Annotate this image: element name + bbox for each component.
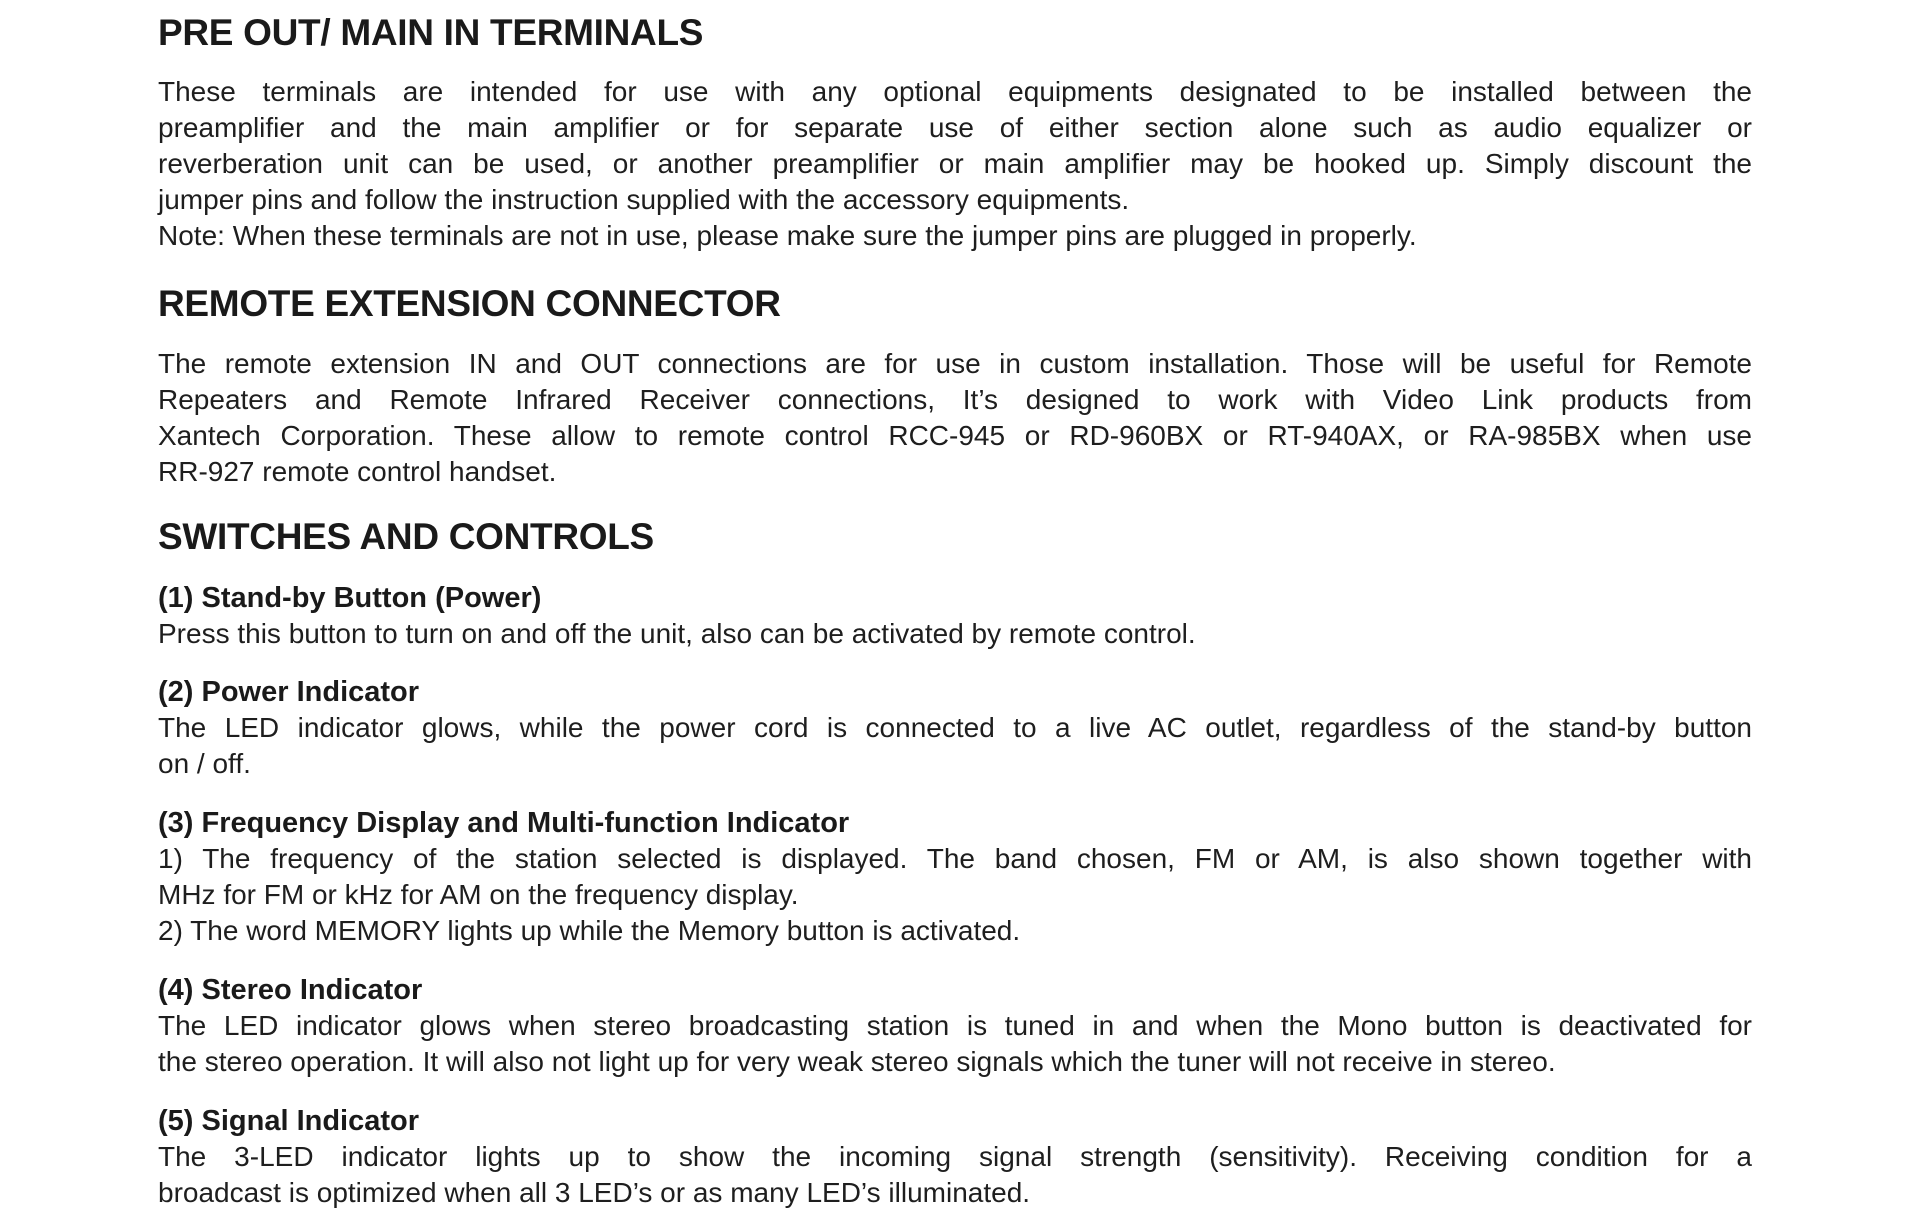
paragraph-line: Repeaters and Remote Infrared Receiver connections, It’s designed to work with Video Link products from: [158, 384, 1752, 415]
paragraph-line: These terminals are intended for use with any optional equipments designated to be installed between the: [158, 76, 1752, 107]
paragraph-line: The remote extension IN and OUT connections are for use in custom installation. Those will be useful for Remote: [158, 348, 1752, 379]
control-item-title: (1) Stand-by Button (Power): [158, 582, 542, 614]
paragraph-line: RR-927 remote control handset.: [158, 456, 557, 487]
paragraph-line: preamplifier and the main amplifier or for separate use of either section alone such as audio equalizer or: [158, 112, 1752, 143]
control-item-title: (5) Signal Indicator: [158, 1105, 420, 1137]
paragraph-line: Press this button to turn on and off the unit, also can be activated by remote control.: [158, 618, 1196, 649]
control-item-title: (3) Frequency Display and Multi-function Indicator: [158, 807, 850, 839]
paragraph-line: reverberation unit can be used, or another preamplifier or main amplifier may be hooked up. Simply discount the: [158, 148, 1752, 179]
paragraph-line: broadcast is optimized when all 3 LED’s or as many LED’s illuminated.: [158, 1177, 1031, 1208]
control-item-frequency-display: [158, 805, 1752, 949]
control-item-title: (2) Power Indicator: [158, 676, 420, 708]
paragraph-line: the stereo operation. It will also not light up for very weak stereo signals which the tuner will not receive in stereo.: [158, 1046, 1556, 1077]
control-item-power-indicator: [158, 674, 1752, 782]
paragraph-line: 2) The word MEMORY lights up while the Memory button is activated.: [158, 915, 1021, 946]
control-item-stereo-indicator: [158, 972, 1752, 1080]
remote-extension-paragraph: [158, 346, 1752, 490]
paragraph-line: on / off.: [158, 748, 251, 779]
paragraph-line: jumper pins and follow the instruction supplied with the accessory equipments.: [158, 184, 1130, 215]
paragraph-line: The LED indicator glows when stereo broadcasting station is tuned in and when the Mono button is deactivated for: [158, 1010, 1752, 1041]
control-item-standby-button: [158, 580, 1752, 652]
control-item-title: (4) Stereo Indicator: [158, 974, 423, 1006]
paragraph-line: The 3-LED indicator lights up to show the incoming signal strength (sensitivity). Receiving condition for a: [158, 1141, 1752, 1172]
section-heading-switches-controls: SWITCHES AND CONTROLS: [158, 516, 654, 557]
control-item-signal-indicator: [158, 1103, 1752, 1211]
section-heading-pre-out-main-in: PRE OUT/ MAIN IN TERMINALS: [158, 12, 704, 53]
pre-out-paragraph: [158, 74, 1752, 254]
note-line: Note: When these terminals are not in use, please make sure the jumper pins are plugged in properly.: [158, 220, 1417, 251]
paragraph-line: MHz for FM or kHz for AM on the frequency display.: [158, 879, 799, 910]
paragraph-line: Xantech Corporation. These allow to remote control RCC-945 or RD-960BX or RT-940AX, or RA-985BX when use: [158, 420, 1752, 451]
paragraph-line: 1) The frequency of the station selected is displayed. The band chosen, FM or AM, is also shown together with: [158, 843, 1752, 874]
paragraph-line: The LED indicator glows, while the power cord is connected to a live AC outlet, regardless of the stand-by button: [158, 712, 1752, 743]
section-heading-remote-extension: REMOTE EXTENSION CONNECTOR: [158, 283, 781, 324]
